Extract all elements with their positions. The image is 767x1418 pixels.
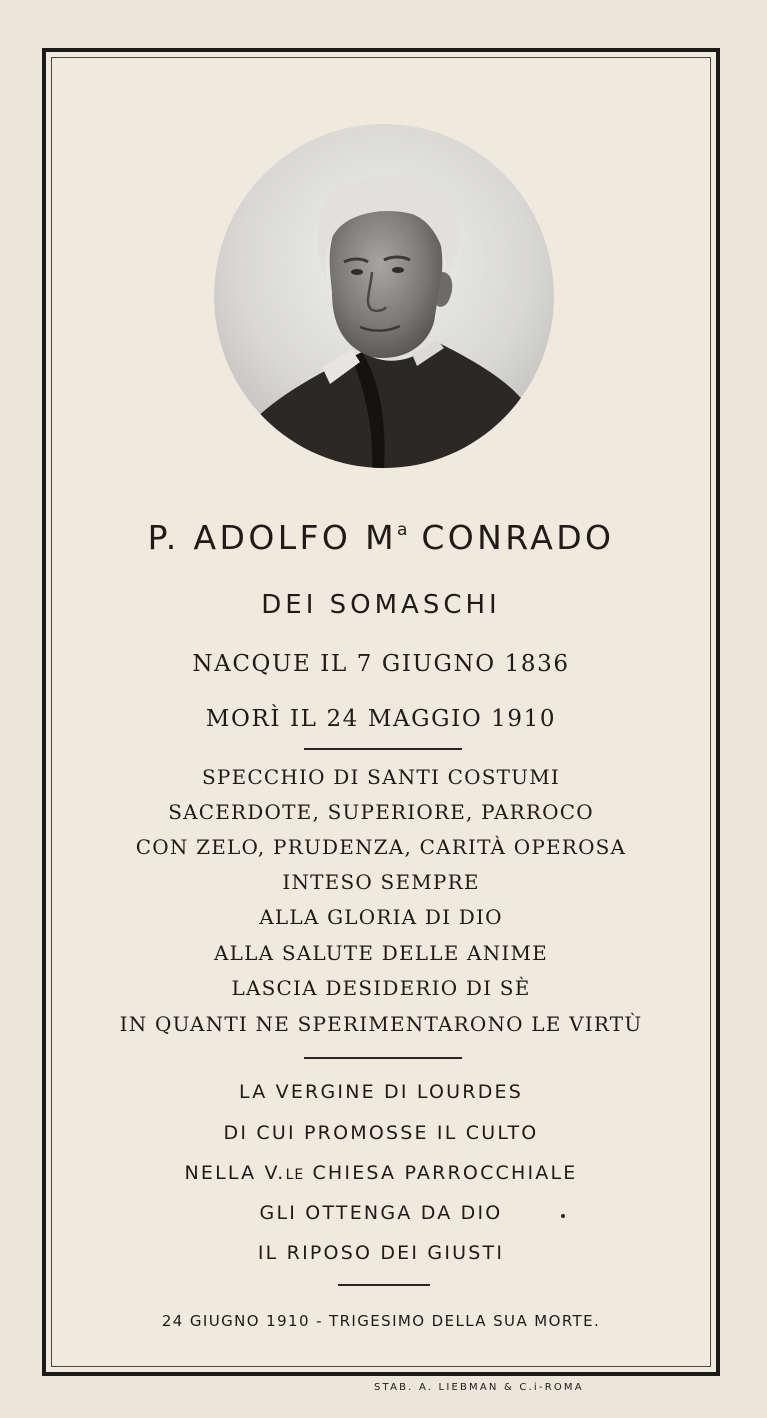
virtue-line: LASCIA DESIDERIO DI SÈ bbox=[231, 976, 531, 1000]
memorial-card bbox=[42, 48, 720, 1376]
printer-imprint: STAB. A. LIEBMAN & C.i-ROMA bbox=[374, 1382, 584, 1393]
portrait-photo bbox=[212, 122, 556, 470]
virtue-line: IN QUANTI NE SPERIMENTARONO LE VIRTÙ bbox=[119, 1012, 643, 1036]
trigesimo-note: 24 GIUGNO 1910 - TRIGESIMO DELLA SUA MORTE. bbox=[161, 1312, 601, 1330]
virtue-line: ALLA SALUTE DELLE ANIME bbox=[214, 941, 548, 965]
prayer-line: NELLA V.LE CHIESA PARROCCHIALE bbox=[184, 1162, 578, 1184]
divider-rule-short bbox=[338, 1284, 430, 1286]
prayer-line: GLI OTTENGA DA DIO bbox=[259, 1202, 503, 1224]
death-date: MORÌ IL 24 MAGGIO 1910 bbox=[205, 706, 557, 732]
divider-rule bbox=[304, 748, 462, 750]
prayer-line: IL RIPOSO DEI GIUSTI bbox=[257, 1242, 505, 1264]
prayer-line: LA VERGINE DI LOURDES bbox=[239, 1081, 523, 1103]
prayer-line: DI CUI PROMOSSE IL CULTO bbox=[223, 1122, 539, 1144]
virtue-line: ALLA GLORIA DI DIO bbox=[259, 905, 503, 929]
divider-rule bbox=[304, 1057, 462, 1059]
deceased-name: P. ADOLFO $M^a$ CONRADO bbox=[147, 518, 615, 557]
virtue-line: INTESO SEMPRE bbox=[282, 870, 480, 894]
virtue-line: CON ZELO, PRUDENZA, CARITÀ OPEROSA bbox=[135, 835, 627, 859]
birth-date: NACQUE IL 7 GIUGNO 1836 bbox=[192, 651, 570, 677]
religious-order: DEI SOMASCHI bbox=[261, 590, 501, 620]
decorative-dot bbox=[561, 1214, 565, 1218]
virtue-line: SPECCHIO DI SANTI COSTUMI bbox=[202, 765, 560, 789]
portrait-image bbox=[212, 122, 556, 470]
virtue-line: SACERDOTE, SUPERIORE, PARROCO bbox=[168, 800, 594, 824]
